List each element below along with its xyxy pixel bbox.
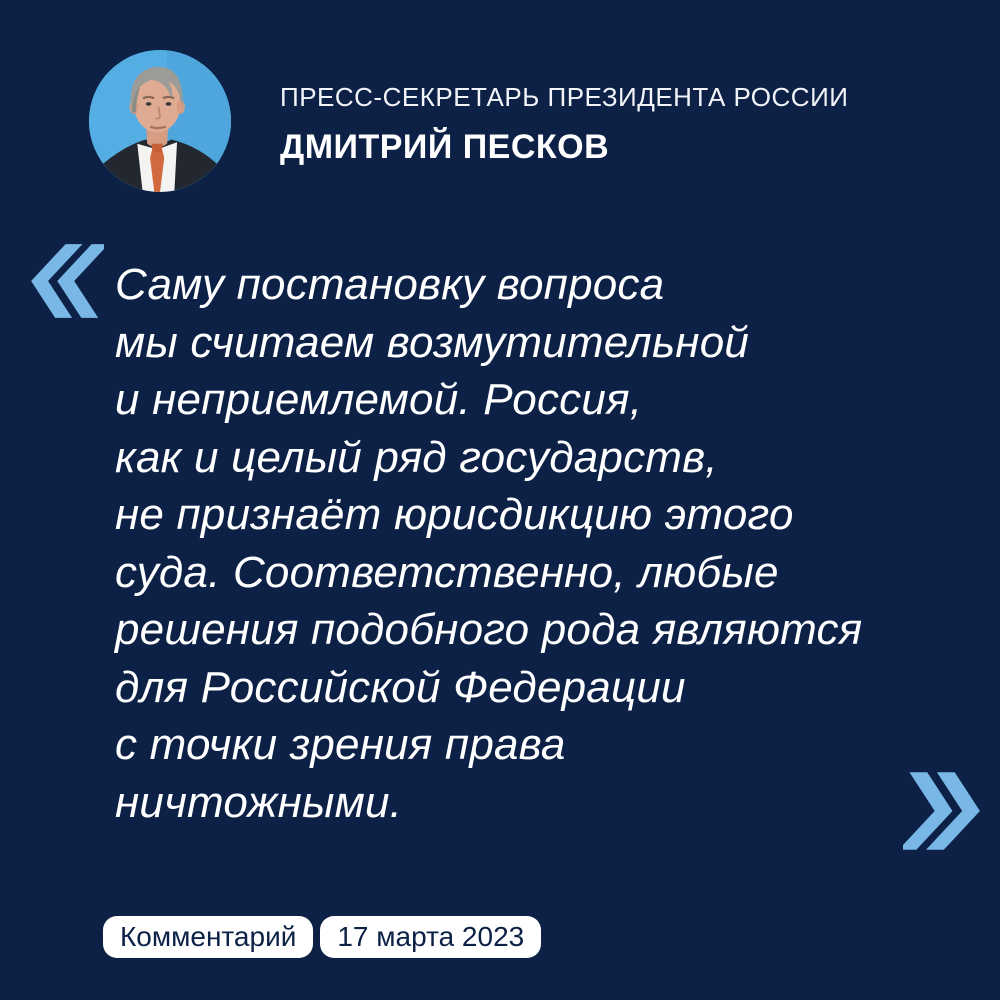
header (280, 82, 848, 167)
quote-line: для Российской Федерации (115, 662, 686, 712)
avatar (89, 50, 231, 192)
quote-line: и неприемлемой. Россия, (115, 375, 643, 424)
quote-line: с точки зрения права (115, 720, 566, 769)
quote-line: мы считаем возмутительной (115, 317, 750, 367)
portrait-illustration (89, 50, 231, 192)
quote-line: суда. Соответственно, любые (115, 547, 779, 597)
speaker-name: ДМИТРИЙ ПЕСКОВ (280, 128, 610, 166)
quote-line: как и целый ряд государств, (115, 432, 718, 482)
quote-line: Саму постановку вопроса (115, 260, 665, 309)
quote-line: решения подобного рода являются (115, 605, 863, 654)
quote-line: не признаёт юрисдикцию этого (115, 490, 794, 539)
open-quote-icon (24, 242, 104, 320)
quote-line: ничтожными. (115, 777, 403, 827)
date-badge: 17 марта 2023 (320, 916, 541, 958)
footer-badges (103, 916, 541, 958)
close-quote-icon (903, 771, 987, 851)
speaker-role: ПРЕСС-СЕКРЕТАРЬ ПРЕЗИДЕНТА РОССИИ (280, 82, 849, 112)
quote-text (115, 256, 975, 831)
category-badge: Комментарий (103, 916, 313, 958)
